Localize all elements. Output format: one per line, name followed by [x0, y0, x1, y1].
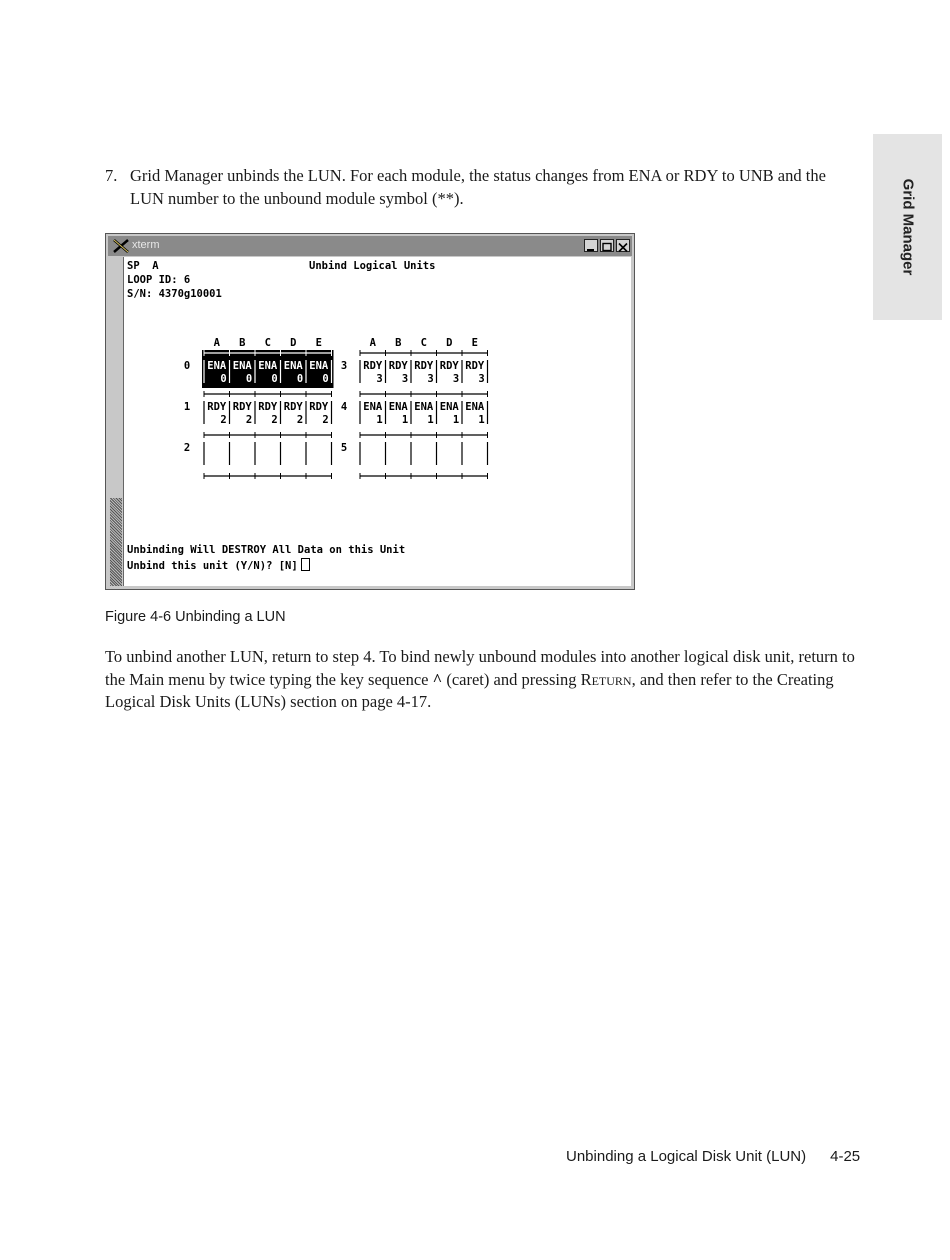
- module-lun: 0: [322, 373, 329, 385]
- paragraph-text-2: (caret) and pressing: [442, 669, 581, 689]
- row-label-5: 5: [340, 442, 348, 454]
- destroy-warning: Unbinding Will DESTROY All Data on this Unit: [127, 544, 406, 556]
- module-status: ENA: [232, 360, 252, 372]
- module-lun: 1: [478, 414, 485, 426]
- module-status: RDY: [207, 401, 227, 413]
- figure-caption: Figure 4-6 Unbinding a LUN: [105, 609, 286, 625]
- sp-label: SP A: [127, 260, 159, 272]
- column-label-e: E: [315, 337, 322, 349]
- module-status: RDY: [388, 360, 408, 372]
- module-status: ENA: [283, 360, 303, 372]
- module-lun: 1: [452, 414, 460, 426]
- step-number: 7.: [105, 166, 118, 185]
- loop-id: LOOP ID: 6: [127, 274, 191, 286]
- module-status: ENA: [207, 360, 227, 372]
- close-button[interactable]: [616, 239, 630, 252]
- module-lun: 2: [296, 414, 304, 426]
- module-status: ENA: [309, 360, 329, 372]
- unbind-prompt[interactable]: [127, 558, 310, 573]
- module-lun: 2: [220, 414, 227, 426]
- unbind-prompt-text: Unbind this unit (Y/N)? [N]: [127, 560, 298, 572]
- column-label-d: D: [446, 337, 453, 349]
- row-label-2: 2: [183, 442, 191, 454]
- column-label-e: E: [471, 337, 478, 349]
- module-lun: 1: [427, 414, 434, 426]
- column-label-b: B: [239, 337, 246, 349]
- step-7: [105, 164, 857, 210]
- maximize-icon: [601, 242, 613, 253]
- column-label-c: C: [420, 337, 427, 349]
- column-label-a: A: [369, 337, 376, 349]
- column-label-d: D: [290, 337, 297, 349]
- module-lun: 0: [296, 373, 304, 385]
- paragraph-text-1: To unbind another LUN, return to step 4. To bind newly unbound modules into another logical disk unit, return to the Main menu by twice typing the key sequence: [105, 647, 855, 689]
- window-title: xterm: [132, 239, 160, 251]
- module-status: ENA: [363, 401, 383, 413]
- row-label-4: 4: [340, 401, 348, 413]
- close-icon: [617, 242, 629, 253]
- module-status: RDY: [465, 360, 485, 372]
- scrollbar-thumb[interactable]: [110, 498, 122, 586]
- module-status: ENA: [388, 401, 408, 413]
- module-status: RDY: [258, 401, 278, 413]
- footer-section-title: Unbinding a Logical Disk Unit (LUN): [566, 1148, 807, 1165]
- module-status: ENA: [414, 401, 434, 413]
- module-status: ENA: [439, 401, 459, 413]
- row-label-1: 1: [183, 401, 191, 413]
- caret-key: ^: [432, 669, 443, 689]
- module-lun: 0: [245, 373, 253, 385]
- x-logo-icon: [113, 239, 129, 253]
- xterm-window: [105, 233, 635, 590]
- serial-number: S/N: 4370g10001: [127, 288, 222, 300]
- window-titlebar[interactable]: [108, 236, 632, 256]
- instructions-paragraph: [105, 646, 860, 714]
- return-key: Return: [580, 669, 632, 689]
- module-lun: 2: [322, 414, 329, 426]
- page-number: 4-25: [830, 1148, 861, 1165]
- paragraph-text-3: , and then refer to the Creating Logical Disk Units (LUNs) section on page 4-17.: [105, 669, 834, 711]
- row-label-0: 0: [183, 360, 191, 372]
- maximize-button[interactable]: [600, 239, 614, 252]
- module-lun: 2: [245, 414, 253, 426]
- minimize-button[interactable]: [584, 239, 598, 252]
- module-lun: 1: [376, 414, 383, 426]
- module-lun: 3: [427, 373, 434, 385]
- row-label-3: 3: [340, 360, 348, 372]
- terminal-screen[interactable]: [124, 257, 631, 586]
- column-label-a: A: [213, 337, 220, 349]
- module-lun: 0: [271, 373, 278, 385]
- column-label-b: B: [395, 337, 402, 349]
- module-status-grid: [124, 337, 524, 497]
- module-lun: 3: [401, 373, 409, 385]
- minimize-icon: [585, 242, 597, 253]
- module-lun: 3: [478, 373, 485, 385]
- module-lun: 3: [376, 373, 383, 385]
- screen-title: Unbind Logical Units: [309, 260, 436, 272]
- module-status: RDY: [363, 360, 383, 372]
- chapter-side-tab: [873, 134, 942, 320]
- module-lun: 3: [452, 373, 460, 385]
- module-status: RDY: [414, 360, 434, 372]
- terminal-scrollbar[interactable]: [109, 257, 124, 586]
- module-lun: 1: [401, 414, 409, 426]
- module-status: RDY: [283, 401, 303, 413]
- module-lun: 0: [220, 373, 227, 385]
- chapter-side-tab-label: Grid Manager: [899, 178, 916, 276]
- column-label-c: C: [264, 337, 271, 349]
- step-text: Grid Manager unbinds the LUN. For each module, the status changes from ENA or RDY to UNB and the LUN number to the unbound module symbol (**).: [130, 166, 826, 208]
- module-status: ENA: [465, 401, 485, 413]
- module-status: RDY: [439, 360, 459, 372]
- page-footer: [566, 1148, 860, 1165]
- terminal-cursor: [301, 558, 310, 571]
- module-lun: 2: [271, 414, 278, 426]
- module-status: ENA: [258, 360, 278, 372]
- module-status: RDY: [309, 401, 329, 413]
- module-status: RDY: [232, 401, 252, 413]
